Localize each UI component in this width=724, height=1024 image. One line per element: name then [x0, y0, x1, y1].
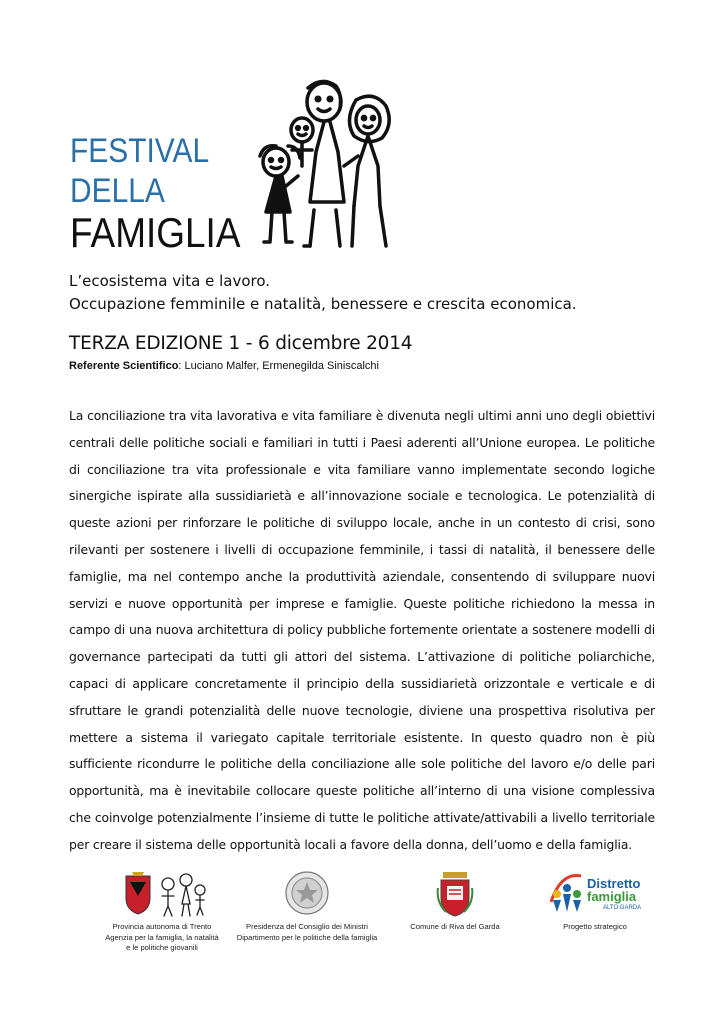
- logo-word-festival: FESTIVAL: [70, 132, 210, 170]
- footer-comune: [405, 868, 505, 933]
- referente-line: [69, 360, 379, 372]
- distretto-logo-word-2: famiglia: [587, 889, 637, 904]
- distretto-logo-word-1: Distretto: [587, 876, 641, 891]
- logo-word-della: DELLA: [70, 172, 165, 210]
- subtitle: [69, 270, 577, 316]
- body-paragraph: La conciliazione tra vita lavorativa e vita familiare è divenuta negli ultimi anni uno degli obiettivi centrali delle politiche sociali e familiari in tutti i Paesi aderenti all’Unione europea. Le politiche di conciliazione tra vita professionale e vita familiare vanno implementate secondo logiche sinergiche ispirate alla sussidiarietà e all’innovazione sociale e tecnologica. Le potenzialità di queste azioni per rinforzare le politiche di sviluppo locale, anche in un contesto di crisi, sono rilevanti per sostenere i livelli di occupazione femminile, i tassi di natalità, il benessere delle famiglie, ma nel contempo anche la produttività aziendale, consentendo di sviluppare nuovi servizi e nuove opportunità per imprese e famiglie. Queste politiche richiedono la messa in campo di una nuova architettura di policy pubbliche fortemente orientate a sostenere modelli di governance partecipati da tutti gli attori del sistema. L’attivazione di politiche poliarchiche, capaci di applicare concretamente il principio della sussidiarietà orizzontale e verticale e di sfruttare le grandi potenzialità delle nuove tecnologie, diviene una prospettiva risolutiva per mettere a sistema il variegato capitale territoriale esistente. In questo quadro non è più sufficiente ricondurre le politiche della conciliazione alle sole politiche del lavoro e/o delle pari opportunità, ma è inevitabile collocare queste politiche all’interno di una visione complessiva che coinvolge potenzialmente l’insieme di tutte le politiche attivate/attivabili a livello territoriale per creare il sistema delle opportunità locali a favore della donna, dell’uomo e della famiglia.: [69, 408, 655, 852]
- footer-distretto: [540, 868, 650, 933]
- footer-presidenza: [222, 868, 392, 943]
- festival-logo: [70, 70, 430, 260]
- footer-provincia: [82, 868, 242, 954]
- distretto-logo-word-3: ALTO GARDA: [603, 905, 642, 911]
- italian-republic-emblem-icon: [282, 868, 332, 918]
- presidenza-caption-1: Presidenza del Consiglio dei Ministri: [246, 922, 368, 931]
- presidenza-caption-2: Dipartimento per le politiche della famiglia: [236, 932, 378, 942]
- referente-label: Referente Scientifico: [69, 360, 179, 372]
- referente-names: : Luciano Malfer, Ermenegilda Siniscalchi: [178, 360, 379, 372]
- provincia-caption-3: e le politiche giovanili: [126, 943, 198, 952]
- edition-heading: TERZA EDIZIONE 1 - 6 dicembre 2014: [69, 333, 413, 354]
- subtitle-line-1: L’ecosistema vita e lavoro.: [69, 272, 271, 290]
- distretto-famiglia-logo-icon: [547, 868, 643, 918]
- provincia-trento-logo-icon: [116, 868, 208, 918]
- footer-logos: [0, 868, 724, 968]
- subtitle-line-2: Occupazione femminile e natalità, benessere e crescita economica.: [69, 295, 577, 313]
- riva-del-garda-crest-icon: [435, 868, 475, 918]
- logo-word-famiglia: FAMIGLIA: [70, 209, 241, 256]
- comune-caption: Comune di Riva del Garda: [410, 922, 500, 931]
- provincia-caption-2: Agenzia per la famiglia, la natalità: [105, 932, 219, 942]
- family-drawing-icon: [240, 70, 420, 250]
- distretto-caption: Progetto strategico: [563, 922, 627, 931]
- provincia-caption-1: Provincia autonoma di Trento: [112, 922, 212, 931]
